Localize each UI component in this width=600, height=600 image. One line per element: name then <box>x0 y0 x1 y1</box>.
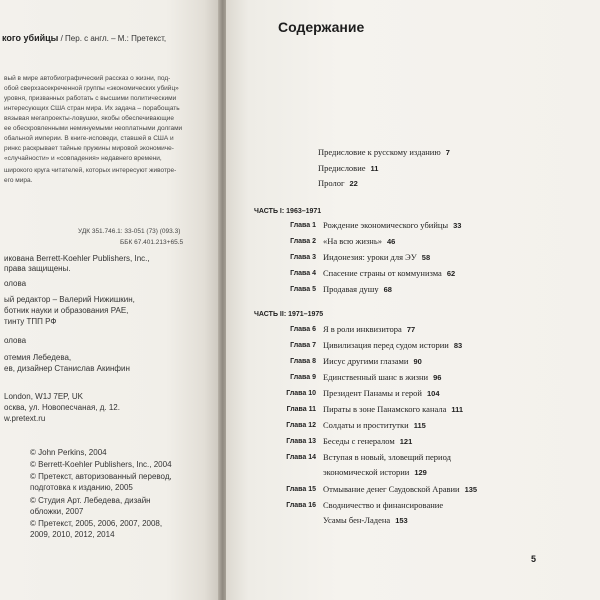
chapter-number: Глава 8 <box>290 358 316 365</box>
chapter-number: Глава 1 <box>290 222 316 229</box>
udk-code: УДК 351.746.1: 33-051 (73) (093.3) <box>78 228 181 235</box>
toc-entry-page: 90 <box>413 357 422 366</box>
copyright-line: © Претекст, 2005, 2006, 2007, 2008, <box>30 519 163 528</box>
toc-entry-chapter[interactable] <box>323 356 422 366</box>
toc-entry-title: Спасение страны от коммунизма <box>323 268 442 278</box>
credit-line: отемия Лебедева, <box>4 353 72 362</box>
toc-entry-title: Вступая в новый, зловещий период <box>323 452 451 462</box>
toc-entry-prologue[interactable] <box>318 178 358 188</box>
toc-entry-chapter[interactable] <box>323 436 412 446</box>
annotation-line: его мира. <box>4 177 33 184</box>
bbk-code: ББК 67.401.213+65.5 <box>120 239 184 246</box>
chapter-number: Глава 9 <box>290 374 316 381</box>
copyright-line: подготовка к изданию, 2005 <box>30 483 133 492</box>
copyright-line: © Berrett-Koehler Publishers, Inc., 2004 <box>30 460 172 469</box>
toc-entry-page: 135 <box>464 485 478 494</box>
annotation-line: обальной империи. В книге-исповеди, ставшей в США и <box>4 135 174 142</box>
toc-entry-chapter[interactable] <box>323 340 462 350</box>
toc-entry-chapter[interactable] <box>323 452 451 462</box>
toc-entry-page: 83 <box>453 341 463 350</box>
toc-entry-title: Единственный шанс в жизни <box>323 372 429 382</box>
chapter-number: Глава 6 <box>290 326 316 333</box>
toc-entry-page: 46 <box>386 237 396 246</box>
toc-entry-title: Цивилизация перед судом истории <box>323 340 449 350</box>
copyright-line: © Претекст, авторизованный перевод, <box>30 472 172 481</box>
toc-entry-chapter[interactable] <box>323 324 415 334</box>
chapter-number: Глава 4 <box>290 270 316 277</box>
part-heading: ЧАСТЬ I: 1963–1971 <box>254 208 322 215</box>
annotation-line: ее обескровленными неминуемыми неоплатными долгами <box>4 125 183 132</box>
chapter-number: Глава 12 <box>286 422 316 429</box>
toc-entry-chapter-cont[interactable] <box>323 467 427 477</box>
copyright-line: обложки, 2007 <box>30 507 84 516</box>
right-page-contents <box>226 0 600 600</box>
license-line: права защищены. <box>4 264 71 273</box>
chapter-number: Глава 16 <box>286 502 316 509</box>
toc-entry-title: Рождение экономического убийцы <box>323 220 449 230</box>
book-title: кого убийцы <box>2 33 59 43</box>
toc-entry-title: Продавая душу <box>323 284 379 294</box>
chapter-number: Глава 14 <box>286 454 316 461</box>
toc-entry-chapter[interactable] <box>323 268 455 278</box>
toc-entry-preface[interactable] <box>318 163 378 173</box>
credit-line: ботник науки и образования РАЕ, <box>4 306 129 315</box>
chapter-number: Глава 7 <box>290 342 316 349</box>
toc-entry-page: 58 <box>421 253 431 262</box>
license-line: икована Berrett-Koehler Publishers, Inc., <box>4 254 150 263</box>
chapter-number: Глава 2 <box>290 238 316 245</box>
toc-entry-title-cont: Усамы бен-Ладена <box>323 515 391 525</box>
page-number: 5 <box>531 554 537 564</box>
credit-line: ый редактор – Валерий Нижишкин, <box>4 295 135 304</box>
toc-entry-title: «На всю жизнь» <box>323 236 382 246</box>
toc-entry-page: 111 <box>451 405 464 414</box>
toc-entry-chapter[interactable] <box>323 372 441 382</box>
copyright-line: © John Perkins, 2004 <box>30 448 107 457</box>
toc-entry-chapter[interactable] <box>323 252 430 262</box>
toc-entry-page: 129 <box>414 468 427 477</box>
toc-entry-chapter[interactable] <box>323 500 443 510</box>
toc-entry-title: Сводничество и финансирование <box>323 500 444 510</box>
credit-line: олова <box>4 279 27 288</box>
toc-entry-title-cont: экономической истории <box>323 467 410 477</box>
annotation-line: широкого круга читателей, которых интересуют животре- <box>4 167 177 174</box>
page-title: Содержание <box>278 19 365 35</box>
toc-entry-preface-russian[interactable] <box>318 147 450 157</box>
publication-info: / Пер. с англ. – М.: Претекст, <box>58 34 167 43</box>
toc-entry-title: Иисус другими глазами <box>323 356 409 366</box>
toc-entry-chapter[interactable] <box>323 388 440 398</box>
credit-line: тинту ТПП РФ <box>4 317 57 326</box>
toc-entry-page: 7 <box>445 148 450 157</box>
toc-entry-chapter[interactable] <box>323 236 395 246</box>
part-heading: ЧАСТЬ II: 1971–1975 <box>254 311 324 318</box>
toc-entry-chapter[interactable] <box>323 484 477 494</box>
toc-entry-page: 68 <box>383 285 392 294</box>
toc-entry-chapter[interactable] <box>323 404 463 414</box>
toc-entry-page: 62 <box>446 269 456 278</box>
annotation-line: «случайности» и «совпадения» недавнего времени, <box>4 155 162 162</box>
annotation-line: вый в мире автобиографический рассказ о жизни, под- <box>4 75 171 82</box>
address-line: London, W1J 7EP, UK <box>4 392 84 401</box>
chapter-number: Глава 5 <box>290 286 316 293</box>
chapter-number: Глава 10 <box>286 390 316 397</box>
toc-entry-page: 77 <box>406 325 416 334</box>
book-title-fragment <box>2 34 166 43</box>
toc-entry-page: 22 <box>349 179 358 188</box>
toc-entry-chapter[interactable] <box>323 284 392 294</box>
chapter-number: Глава 3 <box>290 254 316 261</box>
toc-entry-chapter[interactable] <box>323 220 461 230</box>
toc-entry-title: Индонезия: уроки для ЭУ <box>323 252 417 262</box>
toc-entry-page: 153 <box>395 516 408 525</box>
copyright-line: 2009, 2010, 2012, 2014 <box>30 530 115 539</box>
chapter-number: Глава 13 <box>286 438 316 445</box>
toc-entry-page: 121 <box>399 437 413 446</box>
toc-entry-title: Пираты в зоне Панамского канала <box>323 404 447 414</box>
toc-entry-page: 11 <box>370 164 379 173</box>
annotation-line: интересующих США стран мира. Их задача – порабощать <box>4 105 180 112</box>
annotation-line: уровня, призванных работать с высшими политическими <box>4 95 177 102</box>
toc-entry-title: Предисловие к русскому изданию <box>318 147 441 157</box>
chapter-number: Глава 11 <box>286 406 316 413</box>
toc-entry-title: Беседы с генералом <box>323 436 395 446</box>
address-line: w.pretext.ru <box>4 414 46 423</box>
credit-line: олова <box>4 336 27 345</box>
toc-entry-chapter[interactable] <box>323 420 426 430</box>
toc-entry-title: Я в роли инквизитора <box>323 324 402 334</box>
chapter-number: Глава 15 <box>286 486 316 493</box>
annotation-line: обой сверхзасекреченной группы «экономических убийц» <box>4 85 179 92</box>
toc-entry-title: Солдаты и проститутки <box>323 420 409 430</box>
annotation-line: вязывая мегапроекты-ловушки, якобы обеспечивающие <box>4 115 175 122</box>
toc-entry-title: Отмывание денег Саудовской Аравии <box>323 484 460 494</box>
credit-line: ев, дизайнер Станислав Акинфин <box>4 364 130 373</box>
toc-entry-page: 104 <box>426 389 440 398</box>
toc-entry-title: Предисловие <box>318 163 366 173</box>
toc-entry-chapter-cont[interactable] <box>323 515 408 525</box>
address-line: осква, ул. Новопесчаная, д. 12. <box>4 403 120 412</box>
toc-entry-page: 33 <box>453 221 462 230</box>
toc-entry-title: Пролог <box>318 178 345 188</box>
toc-entry-page: 115 <box>413 421 426 430</box>
left-page-imprint <box>0 0 222 600</box>
annotation-line: ринкс раскрывает тайные пружины мировой экономиче- <box>4 145 174 152</box>
toc-entry-page: 96 <box>433 373 442 382</box>
copyright-line: © Студия Арт. Лебедева, дизайн <box>30 496 151 505</box>
toc-entry-title: Президент Панамы и герой <box>323 388 422 398</box>
